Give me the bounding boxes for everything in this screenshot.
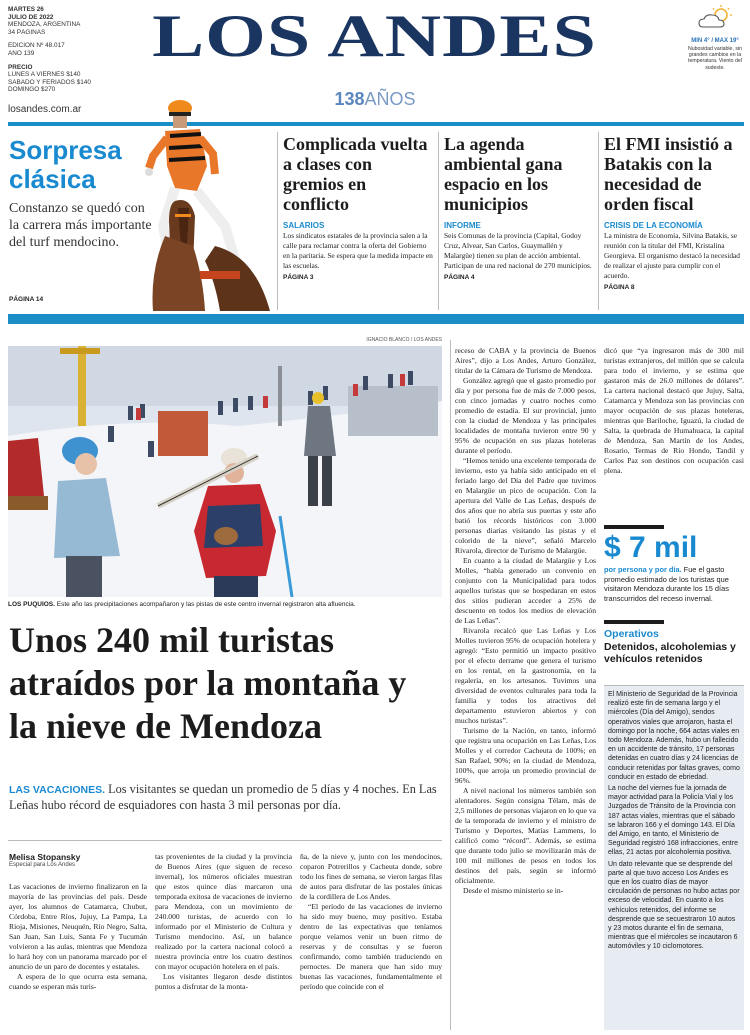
weather-temps: MIN 4° / MAX 19° xyxy=(691,38,739,44)
brief-page-ref: PÁGINA 3 xyxy=(283,274,314,281)
date-line-2: JULIO DE 2022 xyxy=(8,13,54,21)
brief-body: Seis Comunas de la provincia (Capital, Godoy Cruz, Alvear, San Carlos, Guaymallén y Malargüe) tienen su plan de acción ambiental. Participan de una red nacional de 270 municipios. xyxy=(444,231,592,270)
column-divider xyxy=(450,340,451,1030)
masthead-meta xyxy=(8,6,108,94)
operativos-body xyxy=(604,685,744,1030)
money-box xyxy=(604,525,744,603)
story-paragraph: En cuanto a la ciudad de Malargüe y Los Molles, “había generado un convenio en conjunto con la Municipalidad para todos aquellos turistas que se hospedaran en estos dos sitios pudieran acceder a 25% de descuento en todos los medios de elevación de Las Leñas”. xyxy=(455,556,596,625)
anniversary-word: AÑOS xyxy=(364,89,416,109)
money-description: Fue el gasto promedio estimado de los turistas que visitaron Mendoza durante los 15 días transcurridos del receso invernal. xyxy=(604,565,729,603)
brief-imf[interactable] xyxy=(604,134,746,291)
byline-role: Especial para Los Andes xyxy=(9,862,76,868)
story-paragraph: González agregó que el gasto promedio por día y por persona fue de más de 7.000 pesos, con cinco jornadas y cuatro noches como promedio de estadía. El sur provincial, junto con la ciudad de Mendoza y las principales localidades de montaña tuvieron entre 90 y 95% de ocupación en sus plazas hoteleras durante el período. xyxy=(455,376,596,455)
brief-environment[interactable] xyxy=(444,134,594,281)
story-paragraph: Turismo de la Nación, en tanto, informó que registra una ocupación en Las Leñas, Los Molles y el corredor Cacheuta de 100%; en San Rafael, 90%; en la ciudad de Mendoza, 100%, que arroja un promedio provincial de 96%. xyxy=(455,726,596,785)
money-tag: por persona y por día. xyxy=(604,565,682,574)
partly-cloudy-icon xyxy=(693,5,737,31)
operativos-kicker: Operativos xyxy=(604,628,659,640)
brief-kicker: SALARIOS xyxy=(283,221,325,230)
main-lede xyxy=(9,782,441,813)
date-line-1: MARTES 26 xyxy=(8,6,44,13)
story-column-3 xyxy=(300,852,442,1032)
money-amount: $ 7 mil xyxy=(604,531,698,564)
brief-page-ref: PÁGINA 8 xyxy=(604,284,635,291)
story-paragraph: A nivel nacional los números también son alentadores. Según consigna Télam, más de 2,5 millones de personas viajaron en lo que va de la temporada de invierno y el ministro de Turismo y Deportes, Matías Lammens, lo calificó como “récord”. Además, se estima que durante todo julio se movilizarán más de 100 mil millones de pesos en todos los destinos del país, según se informó oficialmente. xyxy=(455,786,596,885)
brief-body: Los sindicatos estatales de la provincia salen a la calle para reclamar contra la oferta del Gobierno en la paritaria. Se espera que la medida impacte en las escuelas. xyxy=(283,231,433,270)
newspaper-title[interactable]: LOS ANDES xyxy=(152,1,597,70)
website-link[interactable]: losandes.com.ar xyxy=(8,104,82,115)
brief-kicker: INFORME xyxy=(444,221,481,230)
story-paragraph: “El período de las vacaciones de invierno ha sido muy bueno, muy positivo. Estaba dentro de las expectativas que teníamos porque veíamos venir un buen ritmo de reservas y de consultas y se fueron confirmando, como también traduciendo en pernoctes. De manera que han sido muy buenas las vacaciones, fundamentalmente el período que coincide con el xyxy=(300,902,442,991)
weather-box xyxy=(684,5,746,83)
promo-headline[interactable]: Sorpresa clásica xyxy=(9,135,122,194)
price-weekday: LUNES A VIERNES $140 xyxy=(8,71,81,79)
story-paragraph: receso de CABA y la provincia de Buenos Aires”, dijo a Los Andes, Arturo González, titular de la Cámara de Turismo de Mendoza. xyxy=(455,346,596,375)
story-column-5 xyxy=(604,346,744,516)
brief-headline[interactable]: La agenda ambiental gana espacio en los municipios xyxy=(444,134,563,214)
location: MENDOZA, ARGENTINA xyxy=(8,21,81,29)
price-label: PRECIO xyxy=(8,63,33,71)
byline xyxy=(9,852,149,868)
caption-tag: LOS PUQUIOS. xyxy=(8,601,55,608)
money-box-rule xyxy=(604,525,664,529)
column-divider xyxy=(438,132,439,310)
weather-forecast: Nubosidad variable, sin grandes cambios en la temperatura. Viento del sudeste. xyxy=(688,46,742,71)
year-number: AÑO 139 xyxy=(8,49,35,57)
brief-headline[interactable]: Complicada vuelta a clases con gremios en conflicto xyxy=(283,134,428,214)
story-paragraph: tas provenientes de la ciudad y la provincia de Buenos Aires (que siguen de receso invernal), los números oficiales muestran que estos quince días marcaron una temporada exitosa de vacaciones de invierno para Mendoza, con un movimiento de 240.000 turistas, de acuerdo con lo informado por el Ministerio de Cultura y Turismo mendocino. Así, un balance realizado por la cartera nacional colocó a nuestra provincia entre los cuatro destinos con mayor ocupación hotelera en el país. xyxy=(155,852,292,971)
operativos-title[interactable]: Detenidos, alcoholemias y vehículos retenidos xyxy=(604,641,736,665)
section-rule xyxy=(8,314,744,324)
brief-page-ref: PÁGINA 4 xyxy=(444,274,475,281)
story-paragraph: “Hemos tenido una excelente temporada de invierno, esto ya había sido anticipado en el feriado largo del Día del Padre que tuvimos en Malargüe un pico de ocupación. Con la apertura del Valle de Las Leñas, después de dos años que no abría sus puertas y este año batió los récords históricos con 3.000 personas diarias visitando las pistas y el colorido de la nieve”, señaló Marcelo Rivarola, director de Turismo de Malargüe. xyxy=(455,456,596,555)
story-paragraph: Rivarola recalcó que Las Leñas y Los Molles tuvieron 95% de ocupación hotelera y agregó: “Esto permitió un impacto positivo por el efecto derrame que genera el turismo en los rental, en la gastronomía, en la regalería, en los artesanos. Tuvimos una diversidad de eventos culturales para toda la familia y todos los atractivos del departamento estuvieron abiertos y con muchos turistas”. xyxy=(455,626,596,725)
brief-kicker: CRISIS DE LA ECONOMÍA xyxy=(604,221,703,230)
story-paragraph: Las vacaciones de invierno finalizaron en la mayoría de las provincias del país. Desde ayer, los alumnos de Catamarca, Chubut, Córdoba, Entre Ríos, Jujuy, La Pampa, La Rioja, Misiones, Neuquén, Río Negro, Salta, San Juan, San Luis, Santa Fe y Tucumán volvieron a las aulas, mientras que Mendoza lo hará hoy con un panorama marcado por el anuncio de un paro de docentes y estatales. xyxy=(9,882,147,971)
story-column-4 xyxy=(455,346,596,1032)
brief-body: La ministra de Economía, Silvina Batakis, se reunión con la titular del FMI, Kristalina Georgieva. El organismo destacó la necesidad de realizar el ajuste para cumplir con el acuerdo. xyxy=(604,231,740,280)
price-saturday: SÁBADO Y FERIADOS $140 xyxy=(8,78,91,86)
story-column-1 xyxy=(9,882,147,1032)
promo-page-ref: PÁGINA 14 xyxy=(9,296,44,303)
operativos-header xyxy=(604,620,744,665)
lede-text: Los visitantes se quedan un promedio de 5 días y 4 noches. En Las Leñas hubo récord de esquiadores con hasta 3 mil personas por día. xyxy=(9,782,437,812)
edition-number: EDICIÓN Nº 48.017 xyxy=(8,42,65,50)
ski-slope-photo xyxy=(8,346,442,597)
column-divider xyxy=(277,132,278,310)
money-text xyxy=(604,565,744,603)
jockey-horse-image xyxy=(145,96,275,311)
brief-classes[interactable] xyxy=(283,134,433,281)
story-paragraph: Los visitantes llegaron desde distintos puntos a disfrutar de la monta- xyxy=(155,972,292,991)
column-divider xyxy=(598,132,599,310)
operativos-rule xyxy=(604,620,664,624)
operativos-paragraph: La noche del viernes fue la jornada de mayor actividad para la Policía Vial y los Juzgados de Tránsito de la Provincia con 187 actas viales, mientras que el sábado se labraron 166 y el domingo 143. El Día del Amigo, en tanto, el Ministerio de Seguridad registró 168 infracciones, entre ellas, 21 actas por alcoholemia positiva. xyxy=(608,785,738,857)
photo-caption xyxy=(8,601,442,608)
photo-credit: IGNACIO BLANCO / LOS ANDES xyxy=(366,337,442,343)
anniversary-number: 138 xyxy=(334,89,365,109)
anniversary-badge xyxy=(0,89,750,110)
lede-rule xyxy=(8,840,442,841)
pages-count: 34 PÁGINAS xyxy=(8,28,46,36)
byline-name: Melisa Stopansky xyxy=(9,852,81,862)
operativos-paragraph: Un dato relevante que se desprende del parte al que tuvo acceso Los Andes es que en los cuatro días de mayor circulación de personas no hubo actas por exceso de velocidad. En cuanto a los vehículos retenidos, del informe se desprende que se secuestraron 10 autos y 23 motos durante el fin de semana, mientras que el miércoles se incautaron 6 automóviles y 10 ciclomotores. xyxy=(608,860,740,951)
caption-text: Este año las precipitaciones acompañaron y las pistas de este centro invernal registraron alta afluencia. xyxy=(54,601,356,608)
story-column-2 xyxy=(155,852,292,1032)
story-paragraph: Desde el mismo ministerio se in- xyxy=(463,886,564,895)
story-paragraph: dicó que “ya ingresaron más de 300 mil turistas extranjeros, del millón que se calcula para todo el invierno, y se estima que gastaron más de 26.0 millones de dólares”. La cartera nacional destacó que Jujuy, Salta, Catamarca y Mendoza son las provincias con mayor ocupación de sus plazas hoteleras, mientras que Bariloche, Iguazú, la ciudad de Salta, la quebrada de Humahuaca, la capital de Mendoza, San Martín de los Andes, Rosario, Termas de Río Hondo, Tandil y Carlos Paz son destinos con ocupación casi plena. xyxy=(604,346,744,475)
brief-headline[interactable]: El FMI insistió a Batakis con la necesidad de orden fiscal xyxy=(604,134,733,214)
main-headline[interactable]: Unos 240 mil turistas atraídos por la montaña y la nieve de Mendoza xyxy=(9,620,407,746)
story-paragraph: A espera de lo que ocurra esta semana, cuando se esperan más turis- xyxy=(9,972,147,991)
masthead-rule xyxy=(8,122,744,126)
operativos-paragraph: El Ministerio de Seguridad de la Provincia realizó este fin de semana largo y el miércoles (Día del Amigo), sendos operativos viales que arrojaron, hasta el domingo por la noche, 664 actas viales en todo Mendoza. Además, hubo un fallecido en un accidente de tránsito, 17 personas detenidas en cuatro días y 24 licencias de conducir retenidas por faltas graves, como conducir en estado de ebriedad. xyxy=(608,691,740,781)
story-paragraph: ña, de la nieve y, junto con los mendocinos, coparon Potrerillos y Cacheuta donde, sobre todo los fines de semana, se vieron largas filas de autos para disfrutar de las postales únicas de la cordillera de Los Andes. xyxy=(300,852,442,901)
promo-text: Constanzo se quedó con la carrera más importante del turf mendocino. xyxy=(9,201,152,250)
price-sunday: DOMINGO $270 xyxy=(8,86,56,94)
lede-tag: LAS VACACIONES. xyxy=(9,784,106,796)
